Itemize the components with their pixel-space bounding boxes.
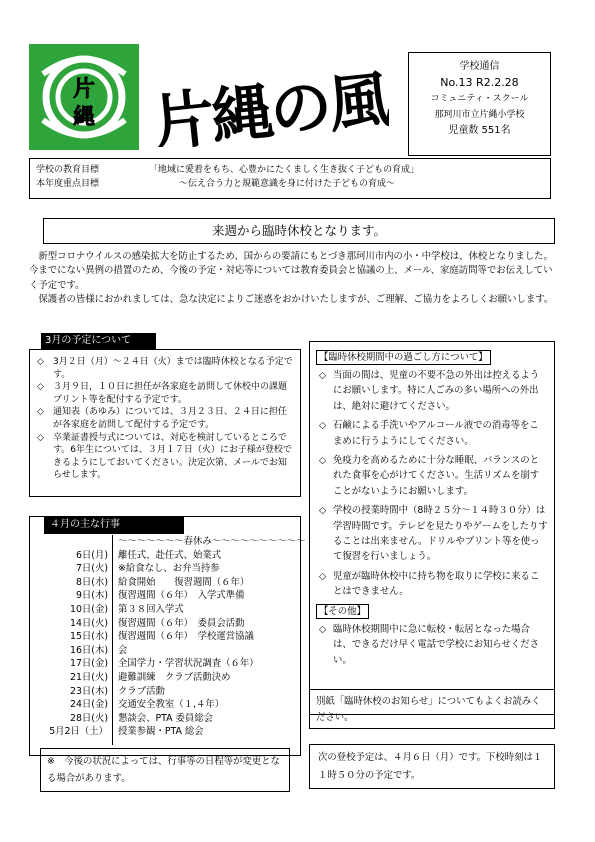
- table-row: 10日(金) 第３８回入学式: [70, 603, 184, 615]
- table-row: 8日(水) 給食開始 復習週間（６年）: [75, 576, 250, 588]
- april-tab: ４月の主な行事: [44, 516, 184, 534]
- bullet-icon: ◇: [319, 623, 327, 635]
- bullet-icon: ◇: [319, 455, 327, 467]
- table-row: 14日(火) 復習週間（６年） 委員会活動: [70, 617, 245, 629]
- table-row: 5月2日（土） 授業参観・PTA 総会: [49, 726, 204, 738]
- bullet-icon: ◇: [37, 432, 44, 443]
- list-item: ◇ 臨時休校期間中に急に転校・転居となった場合は、できるだけ早く電話で学校にお知らせください。: [316, 622, 548, 668]
- bullet-icon: ◇: [319, 370, 327, 381]
- newsletter-number: No.13 R2.2.28: [440, 76, 519, 89]
- focus-text: ～伝え合う力と規範意識を身に付けた子どもの育成～: [179, 179, 396, 189]
- newsletter-subtitle: コミュニティ・スクール: [430, 94, 529, 104]
- enrollment-count: 児童数 551名: [448, 125, 511, 136]
- bullet-icon: ◇: [319, 505, 327, 517]
- list-item: ◇ 児童が臨時休校中に持ち物を取りに学校に来ることはできません。: [316, 569, 548, 600]
- table-row: 23日(木) クラブ活動: [70, 685, 165, 697]
- table-row: 16日(木) 会: [70, 644, 128, 656]
- list-item: ◇ 学校の授業時間中（8時２５分～１４時３０分）は学習時間です。テレビを見たりやゲームをしたりすることは出来ません。ドリルやプリント等を使って復習を行いましょう。: [316, 503, 548, 565]
- newsletter-type: 学校通信: [459, 61, 500, 72]
- bullet-icon: ◇: [37, 357, 44, 367]
- education-goals: [29, 158, 551, 199]
- bullet-icon: ◇: [319, 420, 327, 432]
- intro-paragraph: 新型コロナウイルスの感染拡大を防止するため、国からの要請にもとづき那珂川市内の小・中学校は、休校となりました。今までにない異例の措置のため、今後の予定・対応等については教育委員会と協議の上、メール、家庭訪問等でお伝えしていく予定です。: [29, 251, 553, 291]
- list-item: ◇ 免疫力を高めるために十分な睡眠、バランスのとれた食事を心がけてください。生活リズムを崩すことがないようにお願いします。: [316, 453, 548, 499]
- list-item: ◇ 3月２日（月）～２４日（火）までは臨時休校となる予定です。: [37, 357, 293, 380]
- bullet-icon: ◇: [37, 382, 44, 393]
- goal-label: 学校の教育目標: [36, 165, 100, 175]
- table-row: 7日(火) ※給食なし、お弁当持参: [75, 563, 220, 575]
- logo-char-top: 片: [72, 77, 96, 102]
- logo-emblem-icon: [29, 44, 139, 150]
- newsletter-info-box: [408, 52, 551, 156]
- list-item: ◇ 石鹸による手洗いやアルコール液での消毒等をこまめに行うようにしてください。: [316, 418, 548, 449]
- table-row: 6日(月) 離任式、赴任式、始業式: [75, 549, 222, 561]
- intro-paragraph: 保護者の皆様におかれましては、急な決定によりご迷惑をおかけいたしますが、ご理解、ご協力をよろしくお願いします。: [38, 294, 554, 306]
- table-row: 17日(金) 全国学力・学習状況調査（６年）: [70, 658, 259, 670]
- school-logo: [29, 44, 139, 150]
- holiday-section-title: 【臨時休校期間中の過ごし方について】: [316, 350, 491, 365]
- march-tab: 3月の予定について: [41, 333, 156, 349]
- bullet-icon: ◇: [37, 407, 44, 418]
- list-item: ◇ ３月９日，１０日に担任が各家庭を訪問して休校中の課題プリント等を配付する予定です。: [37, 382, 288, 405]
- table-row: 15日(水) 復習週間（６年） 学校運営協議: [70, 631, 254, 643]
- holiday-guidance-box: [309, 341, 555, 715]
- list-item: ◇ 通知表（あゆみ）については、３月２３日、２４日に担任が各家庭を訪問して配付する予定です。: [37, 407, 287, 430]
- table-row: 9日(木) 復習週間（６年） 入学式準備: [75, 590, 245, 602]
- schedule-change-note: ※ 今後の状況によっては、行事等の日程等が変更となる場合があります。: [40, 748, 290, 792]
- list-item: ◇ 卒業証書授与式については、対応を検討しているところです。6年生については、３月１７日（火）にお子様が登校できるようにしておいてください。決定次第、メールでお知らせします。: [37, 432, 292, 481]
- separate-notice-box: 別紙「臨時休校のお知らせ」についてもよくお読みください。: [309, 689, 555, 729]
- bullet-icon: ◇: [319, 570, 327, 582]
- goal-text: 「地域に愛着をもち、心豊かにたくましく生き抜く子どもの育成」: [149, 165, 420, 175]
- logo-char-bottom: 縄: [72, 105, 96, 130]
- other-section-title: 【その他】: [316, 604, 369, 619]
- spring-break-row: ～～～～～～～春休み～～～～～～～～～～: [118, 536, 306, 547]
- newsletter-banner: [149, 55, 389, 147]
- april-schedule: [38, 535, 306, 739]
- table-row: 21日(火) 避難訓練 クラブ活動決め: [70, 671, 231, 683]
- school-name: 那珂川市立片縄小学校: [434, 110, 525, 120]
- headline: 来週から臨時休校となります。: [43, 218, 555, 244]
- intro-text: [29, 250, 555, 308]
- banner-title: 片縄の風: [149, 62, 389, 147]
- list-item: ◇ 当面の間は、児童の不要不急の外出は控えるようにお願いします。特に人ごみの多い場所への外出は、絶対に避けてください。: [316, 368, 548, 414]
- table-row: 24日(金) 交通安全教室（１,４年）: [70, 699, 225, 711]
- march-schedule-box: [29, 349, 301, 497]
- table-row: 28日(火) 懇談会、PTA 委員総会: [70, 712, 214, 724]
- next-school-day-box: 次の登校予定は、４月６日（月）です。下校時刻は１１時５０分の予定です。: [309, 744, 555, 789]
- focus-label: 本年度重点目標: [36, 179, 100, 189]
